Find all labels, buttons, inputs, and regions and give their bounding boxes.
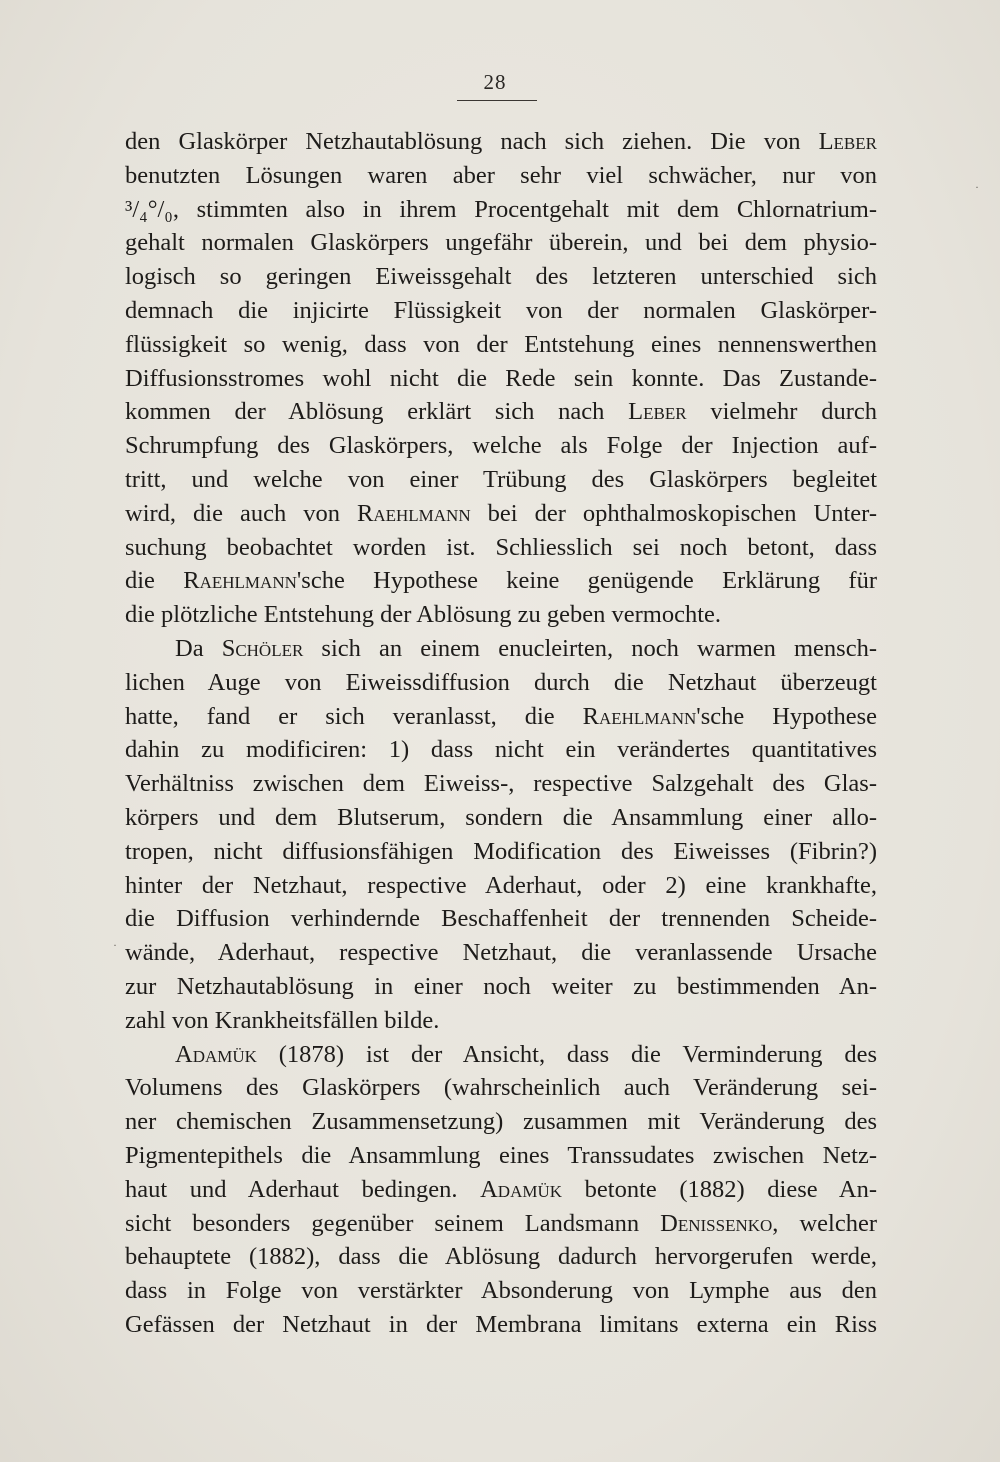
text-segment: sicht besonders gegenüber seinem Landsmann	[125, 1209, 661, 1237]
text-segment: Da	[175, 634, 222, 662]
text-segment: haut und Aderhaut bedingen.	[125, 1175, 481, 1203]
text-line	[125, 835, 877, 869]
text-line	[125, 936, 877, 970]
text-line	[125, 1004, 877, 1038]
text-line	[125, 1308, 877, 1342]
text-segment: Verhältniss zwischen dem Eiweiss-, respective Salzgehalt des Glas-	[125, 770, 877, 798]
scan-speck: ·	[975, 180, 979, 194]
header-rule	[457, 100, 537, 101]
text-line	[125, 902, 877, 936]
text-line	[125, 125, 877, 159]
text-line	[125, 395, 877, 429]
author-name: Leber	[818, 128, 877, 155]
text-line	[125, 1274, 877, 1308]
text-segment: tropen, nicht diffusionsfähigen Modification des Eiweisses (Fibrin?)	[125, 837, 877, 865]
text-segment: den Glaskörper Netzhautablösung nach sich ziehen. Die von	[125, 128, 819, 155]
text-segment: dass in Folge von verstärkter Absonderung von Lymphe aus den	[125, 1277, 877, 1305]
text-segment: logisch so geringen Eiweissgehalt des letzteren unterschied sich	[125, 263, 877, 291]
text-segment: wird, die auch von	[125, 499, 357, 527]
text-segment: dahin zu modificiren: 1) dass nicht ein verändertes quantitatives	[125, 736, 877, 764]
text-segment: 'sche Hypothese	[696, 702, 877, 730]
text-line	[125, 700, 877, 734]
text-segment: körpers und dem Blutserum, sondern die Ansammlung einer allo-	[125, 803, 877, 831]
page-number: 28	[483, 70, 507, 94]
text-segment: flüssigkeit so wenig, dass von der Entstehung eines nennenswerthen	[125, 330, 877, 358]
text-segment: 'sche Hypothese keine genügende Erklärung für	[296, 567, 877, 595]
text-segment: hinter der Netzhaut, respective Aderhaut, oder 2) eine krankhafte,	[125, 871, 877, 899]
text-line	[125, 1173, 877, 1207]
text-segment: die Diffusion verhindernde Beschaffenheit der trennenden Scheide-	[125, 905, 877, 933]
author-name: Adamük	[480, 1175, 563, 1203]
text-segment: hatte, fand er sich veranlasst, die	[125, 702, 583, 730]
text-line	[125, 970, 877, 1004]
text-segment: die plötzliche Entstehung der Ablösung zu geben vermochte.	[125, 601, 722, 629]
text-segment: Schrumpfung des Glaskörpers, welche als Folge der Injection auf-	[125, 432, 877, 460]
text-segment: ner chemischen Zusammensetzung) zusammen mit Veränderung des	[125, 1108, 877, 1136]
author-name: Raehlmann	[582, 702, 697, 730]
text-line	[125, 598, 877, 632]
text-line	[125, 564, 877, 598]
text-segment: bei der ophthalmoskopischen Unter-	[470, 499, 877, 527]
text-segment: benutzten Lösungen waren aber sehr viel schwächer, nur von	[125, 161, 877, 189]
text-segment: sich an einem enucleirten, noch warmen mensch-	[303, 634, 877, 662]
text-segment: behauptete (1882), dass die Ablösung dadurch hervorgerufen werde,	[125, 1243, 877, 1271]
text-segment: tritt, und welche von einer Trübung des Glaskörpers begleitet	[125, 465, 877, 493]
text-segment: ³/₄°/₀, stimmten also in ihrem Procentgehalt mit dem Chlornatrium-	[125, 195, 877, 223]
scan-speck: ·	[113, 938, 117, 952]
text-segment: , welcher	[772, 1209, 877, 1237]
text-segment: demnach die injicirte Flüssigkeit von der normalen Glaskörper-	[125, 296, 877, 324]
text-line	[125, 260, 877, 294]
text-line	[125, 1207, 877, 1241]
text-segment: die	[125, 567, 184, 595]
text-line	[125, 869, 877, 903]
text-line	[125, 801, 877, 835]
text-segment: zahl von Krankheitsfällen bilde.	[125, 1006, 440, 1034]
text-segment: (1878) ist der Ansicht, dass die Verminderung des	[256, 1040, 877, 1068]
text-segment: wände, Aderhaut, respective Netzhaut, die veranlassende Ursache	[125, 939, 877, 967]
text-line	[125, 632, 877, 666]
body-text	[125, 125, 877, 1342]
text-line	[125, 767, 877, 801]
text-segment: betonte (1882) diese An-	[562, 1175, 877, 1203]
text-line	[125, 463, 877, 497]
text-line	[125, 1038, 877, 1072]
text-line	[125, 362, 877, 396]
text-segment: vielmehr durch	[686, 398, 877, 426]
text-segment: zur Netzhautablösung in einer noch weiter zu bestimmenden An-	[125, 972, 877, 1000]
text-line	[125, 497, 877, 531]
author-name: Leber	[628, 398, 687, 426]
text-segment: gehalt normalen Glaskörpers ungefähr überein, und bei dem physio-	[125, 229, 877, 257]
text-line	[125, 666, 877, 700]
text-line	[125, 159, 877, 193]
text-segment: Pigmentepithels die Ansammlung eines Transsudates zwischen Netz-	[125, 1141, 877, 1169]
author-name: Schöler	[221, 634, 304, 662]
text-line	[125, 1105, 877, 1139]
text-line	[125, 429, 877, 463]
author-name: Raehlmann	[357, 499, 471, 527]
text-segment: Volumens des Glaskörpers (wahrscheinlich auch Veränderung sei-	[125, 1074, 877, 1102]
author-name: Denissenko	[660, 1209, 773, 1237]
text-segment: Gefässen der Netzhaut in der Membrana limitans externa ein Riss	[125, 1310, 877, 1338]
text-segment: suchung beobachtet worden ist. Schliesslich sei noch betont, dass	[125, 533, 877, 561]
text-segment: lichen Auge von Eiweissdiffusion durch die Netzhaut überzeugt	[125, 668, 877, 696]
text-line	[125, 193, 877, 227]
text-line	[125, 531, 877, 565]
text-line	[125, 1071, 877, 1105]
text-line	[125, 1240, 877, 1274]
author-name: Adamük	[175, 1040, 257, 1068]
author-name: Raehlmann	[183, 567, 297, 595]
text-segment: Diffusionsstromes wohl nicht die Rede sein konnte. Das Zustande-	[125, 364, 877, 392]
text-line	[125, 328, 877, 362]
text-line	[125, 294, 877, 328]
text-line	[125, 733, 877, 767]
text-line	[125, 1139, 877, 1173]
text-line	[125, 226, 877, 260]
text-segment: kommen der Ablösung erklärt sich nach	[125, 398, 629, 426]
